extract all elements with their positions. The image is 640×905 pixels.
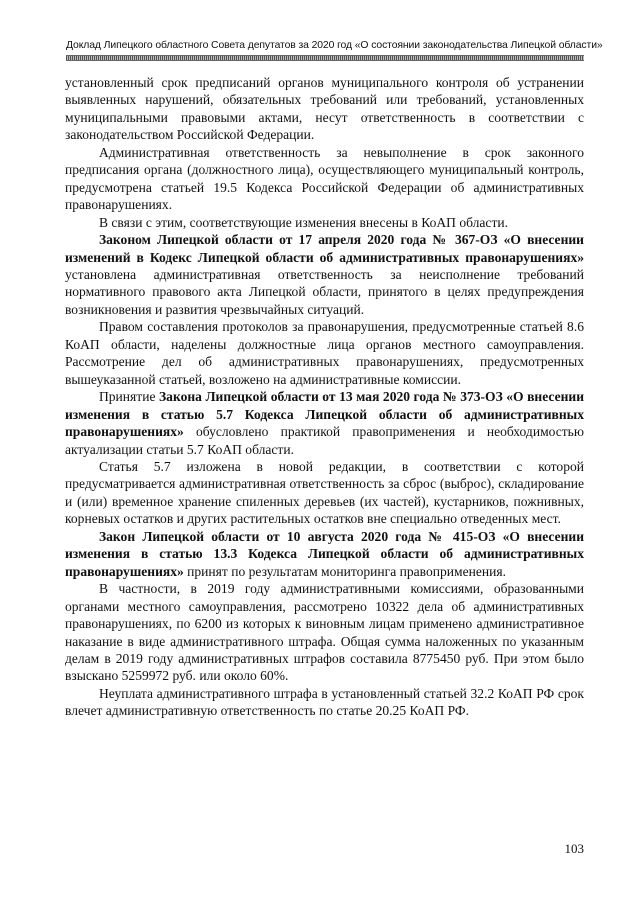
law-373-title: Закона Липецкой области от 13 мая 2020 года № 373-ОЗ «О внесении изменения в статью 5.7 Кодекса Липецкой области об административных правонарушениях» (65, 389, 585, 440)
paragraph-statistics-2019: В частности, в 2019 году административными комиссиями, образованными органами местного самоуправления, рассмотрено 10322 дела об административных правонарушениях, по 6200 из которых к виновным лицам применено административное наказание в виде административного штрафа. Общая сумма наложенных по указанным делам в 2019 году административных штрафов составила 8775450 руб. При этом было взыскано 5259972 руб. или около 60%. (65, 581, 584, 684)
page-number: 103 (564, 841, 584, 856)
document-body (65, 74, 584, 720)
header-divider (66, 55, 584, 61)
law-415-description: принят по результатам мониторинга правоприменения. (183, 563, 506, 579)
law-367-description: установлена административная ответственность за неисполнение требований нормативного правового акта Липецкой области, принятого в целях предупреждения возникновения и развития чрезвычайных ситуаций. (65, 266, 584, 317)
paragraph-law-415 (65, 528, 584, 580)
paragraph-law-373 (65, 388, 584, 458)
paragraph-law-367 (65, 231, 584, 318)
law-373-description: обусловлено практикой правоприменения и необходимостью актуализации статьи 5.7 КоАП области. (65, 424, 584, 457)
paragraph-koap-changes: В связи с этим, соответствующие изменения внесены в КоАП области. (99, 214, 508, 230)
law-373-lead: Принятие (99, 389, 160, 405)
paragraph-protocol-powers: Правом составления протоколов за правонарушения, предусмотренные статьей 8.6 КоАП области, наделены должностные лица органов местного самоуправления. Рассмотрение дел об административных правонарушениях, предусмотренных вышеуказанной статьей, возложено на административные комиссии. (65, 319, 584, 387)
law-415-title: Закон Липецкой области от 10 августа 2020 года № 415-ОЗ «О внесении изменения в статью 13.3 Кодекса Липецкой области об административных правонарушениях» (65, 528, 584, 579)
paragraph-fine-nonpayment: Неуплата административного штрафа в установленный статьей 32.2 КоАП РФ срок влечет административную ответственность по статье 20.25 КоАП РФ. (65, 685, 584, 719)
running-header: Доклад Липецкого областного Совета депутатов за 2020 год «О состоянии законодательства Липецкой области» (66, 40, 603, 51)
paragraph-continuation: установленный срок предписаний органов муниципального контроля об устранении выявленных нарушений, обязательных требований или требований, установленных муниципальными правовыми актами, несут ответственность в соответствии с законодательством Российской Федерации. (65, 75, 584, 143)
paragraph-admin-liability: Административная ответственность за невыполнение в срок законного предписания органа (должностного лица), осуществляющего муниципальный контроль, предусмотрена статьей 19.5 Кодекса Российской Федерации об административных правонарушениях. (65, 144, 584, 213)
paragraph-article-5-7: Статья 5.7 изложена в новой редакции, в соответствии с которой предусматривается административная ответственность за сброс (выброс), складирование и (или) временное хранение спиленных деревьев (их частей), кустарников, пожнивных, корневых остатков и других растительных остатков вне специально отведенных мест. (65, 458, 584, 527)
law-367-title: Законом Липецкой области от 17 апреля 2020 года № 367-ОЗ «О внесении изменений в Кодекс Липецкой области об административных правонарушениях» (65, 232, 584, 265)
